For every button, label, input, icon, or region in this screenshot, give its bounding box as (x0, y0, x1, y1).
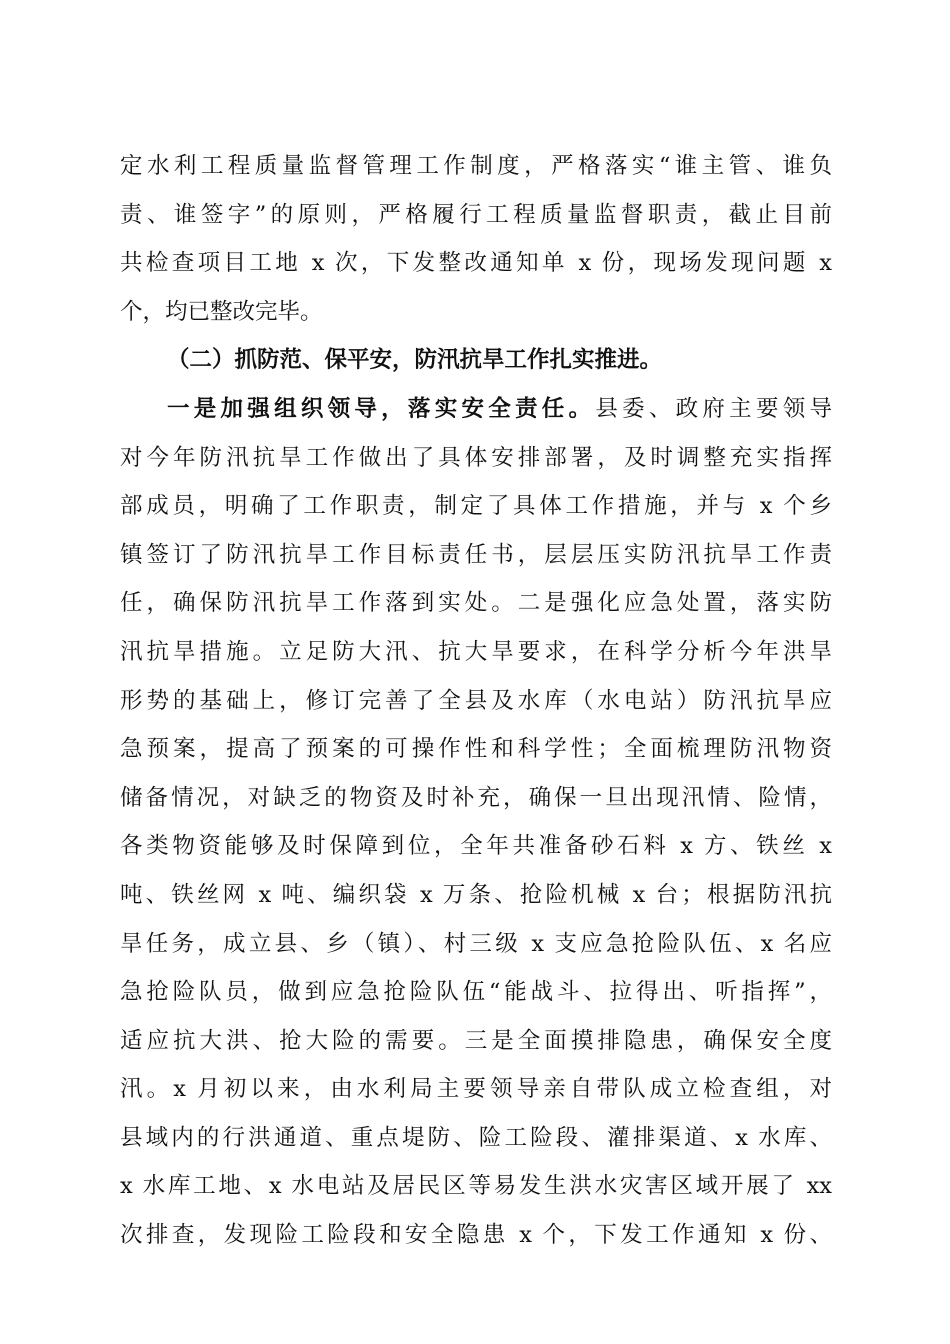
paragraph-2-line: 部成员，明确了工作职责，制定了具体工作措施，并与 x 个乡 (120, 493, 832, 520)
paragraph-1-last-line: 个，均已整改完毕。 (120, 298, 323, 325)
paragraph-2-line: 各类物资能够及时保障到位，全年共准备砂石料 x 方、铁丝 x (120, 833, 832, 860)
paragraph-2-line: 形势的基础上，修订完善了全县及水库（水电站）防汛抗旱应 (120, 687, 832, 714)
paragraph-2-line: 对今年防汛抗旱工作做出了具体安排部署，及时调整充实指挥 (120, 444, 832, 471)
paragraph-2-line: 适应抗大洪、抢大险的需要。三是全面摸排隐患，确保安全度 (120, 1027, 832, 1054)
paragraph-2-line: 任，确保防汛抗旱工作落到实处。二是强化应急处置，落实防 (120, 590, 832, 617)
paragraph-2-line: 汛抗旱措施。立足防大汛、抗大旱要求，在科学分析今年洪旱 (120, 638, 832, 665)
paragraph-2-lead: 一是加强组织领导，落实安全责任。 (167, 395, 596, 422)
paragraph-2-line: x 水库工地、x 水电站及居民区等易发生洪水灾害区域开展了 xx (120, 1173, 832, 1200)
paragraph-2-line: 储备情况，对缺乏的物资及时补充，确保一旦出现汛情、险情， (120, 784, 832, 811)
paragraph-1-line: 责、谁签字”的原则，严格履行工程质量监督职责，截止目前 (120, 201, 832, 228)
paragraph-1-line: 定水利工程质量监督管理工作制度，严格落实“谁主管、谁负 (120, 153, 832, 179)
paragraph-2-line: 县域内的行洪通道、重点堤防、险工险段、灌排渠道、x 水库、 (120, 1124, 832, 1151)
paragraph-2-first-line-rest: 县委、政府主要领导 (595, 395, 832, 422)
document-body (120, 142, 832, 1260)
paragraph-1-line: 共检查项目工地 x 次，下发整改通知单 x 份，现场发现问题 x (120, 250, 832, 277)
paragraph-2-line: 急预案，提高了预案的可操作性和科学性；全面梳理防汛物资 (120, 736, 832, 763)
paragraph-2-line: 镇签订了防汛抗旱工作目标责任书，层层压实防汛抗旱工作责 (120, 541, 832, 568)
paragraph-2-line: 汛。x 月初以来，由水利局主要领导亲自带队成立检查组，对 (120, 1076, 832, 1103)
paragraph-2-line: 旱任务，成立县、乡（镇）、村三级 x 支应急抢险队伍、x 名应 (120, 930, 832, 957)
section-heading: （二）抓防范、保平安，防汛抗旱工作扎实推进。 (167, 347, 663, 374)
paragraph-2-line: 吨、铁丝网 x 吨、编织袋 x 万条、抢险机械 x 台；根据防汛抗 (120, 881, 832, 908)
paragraph-2-first-line (120, 385, 832, 434)
paragraph-2-line: 急抢险队员，做到应急抢险队伍“能战斗、拉得出、听指挥”， (120, 979, 832, 1006)
paragraph-2-line: 次排查，发现险工险段和安全隐患 x 个，下发工作通知 x 份、 (120, 1222, 832, 1249)
